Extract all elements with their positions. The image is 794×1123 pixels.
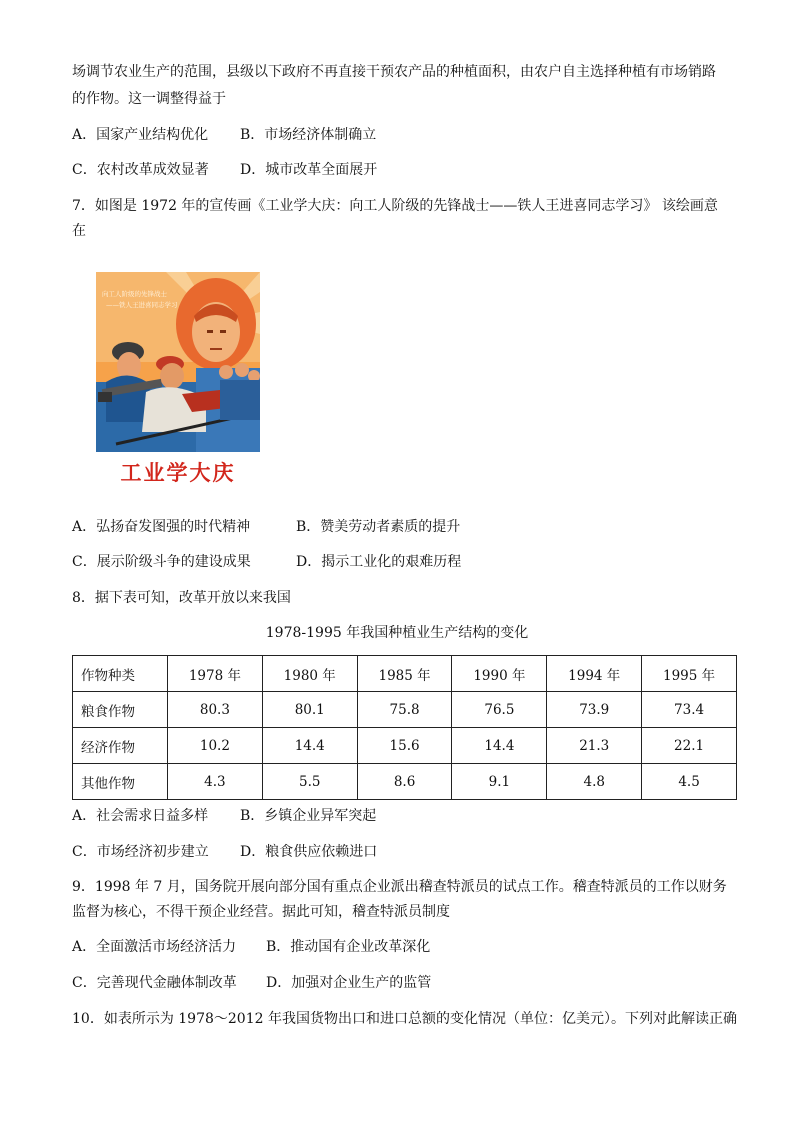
q6-option-d: D．城市改革全面展开	[240, 162, 378, 178]
table-row	[73, 692, 737, 728]
q9-option-c: C．完善现代金融体制改革	[72, 975, 237, 991]
table-cell: 14.4	[262, 728, 357, 764]
table-cell: 5.5	[262, 764, 357, 800]
table-cell: 80.1	[262, 692, 357, 728]
q7-option-a: A．弘扬奋发图强的时代精神	[72, 519, 251, 535]
q6-option-c: C．农村改革成效显著	[72, 162, 209, 178]
crop-structure-table	[72, 655, 737, 800]
table-cell: 22.1	[642, 728, 737, 764]
q6-stem-line1: 场调节农业生产的范围，县级以下政府不再直接干预农产品的种植面积，由农户自主选择种植有市场销路	[72, 64, 716, 80]
table-cell: 10.2	[168, 728, 263, 764]
q6-option-a: A．国家产业结构优化	[72, 127, 209, 143]
q7-option-b: B．赞美劳动者素质的提升	[296, 519, 461, 535]
table-cell: 80.3	[168, 692, 263, 728]
poster-slogan: 工业学大庆	[120, 461, 236, 485]
q8-option-c: C．市场经济初步建立	[72, 844, 209, 860]
table-cell: 15.6	[357, 728, 452, 764]
table-cell: 73.9	[547, 692, 642, 728]
q9-option-b: B．推动国有企业改革深化	[266, 939, 431, 955]
table-cell: 4.3	[168, 764, 263, 800]
q10-stem-line1: 10．如表所示为 1978～2012 年我国货物出口和进口总额的变化情况（单位：亿美元）。下列对此解读正确	[72, 1011, 737, 1027]
q6-option-b: B．市场经济体制确立	[240, 127, 377, 143]
q7-stem-line2: 在	[72, 223, 86, 239]
q9-option-a: A．全面激活市场经济活力	[72, 939, 237, 955]
table-row	[73, 764, 737, 800]
table-cell: 21.3	[547, 728, 642, 764]
propaganda-poster-image	[96, 272, 260, 490]
q7-option-d: D．揭示工业化的艰难历程	[296, 554, 462, 570]
q9-stem-line2: 监督为核心，不得干预企业经营。据此可知，稽查特派员制度	[72, 904, 450, 920]
table-cell: 8.6	[357, 764, 452, 800]
table-cell: 4.8	[547, 764, 642, 800]
table-header-cell: 1980 年	[262, 656, 357, 692]
table-header-cell: 1994 年	[547, 656, 642, 692]
table-cell: 4.5	[642, 764, 737, 800]
q8-table-title: 1978-1995 年我国种植业生产结构的变化	[265, 625, 529, 641]
poster-banner-line2: ——铁人王进喜同志学习	[106, 301, 178, 309]
q6-stem-line2: 的作物。这一调整得益于	[72, 91, 226, 107]
q7-stem-line1: 7．如图是 1972 年的宣传画《工业学大庆：向工人阶级的先锋战士——铁人王进喜同志学习》 该绘画意	[72, 198, 718, 214]
table-cell: 经济作物	[73, 728, 168, 764]
poster-banner-line1: 向工人阶级的先锋战士	[102, 290, 167, 298]
table-cell: 粮食作物	[73, 692, 168, 728]
table-header-cell: 1985 年	[357, 656, 452, 692]
table-header-cell: 1995 年	[642, 656, 737, 692]
table-cell: 75.8	[357, 692, 452, 728]
table-header-row	[73, 656, 737, 692]
table-row	[73, 728, 737, 764]
table-header-cell: 1978 年	[168, 656, 263, 692]
table-header-cell: 作物种类	[73, 656, 168, 692]
table-cell: 其他作物	[73, 764, 168, 800]
q9-option-d: D．加强对企业生产的监管	[266, 975, 432, 991]
q8-option-a: A．社会需求日益多样	[72, 808, 209, 824]
table-cell: 14.4	[452, 728, 547, 764]
table-cell: 9.1	[452, 764, 547, 800]
q7-option-c: C．展示阶级斗争的建设成果	[72, 554, 251, 570]
table-cell: 73.4	[642, 692, 737, 728]
table-header-cell: 1990 年	[452, 656, 547, 692]
q8-option-d: D．粮食供应依赖进口	[240, 844, 378, 860]
table-cell: 76.5	[452, 692, 547, 728]
q8-option-b: B．乡镇企业异军突起	[240, 808, 377, 824]
q8-stem: 8．据下表可知，改革开放以来我国	[72, 590, 291, 606]
q9-stem-line1: 9．1998 年 7 月，国务院开展向部分国有重点企业派出稽查特派员的试点工作。稽查特派员的工作以财务	[72, 879, 727, 895]
